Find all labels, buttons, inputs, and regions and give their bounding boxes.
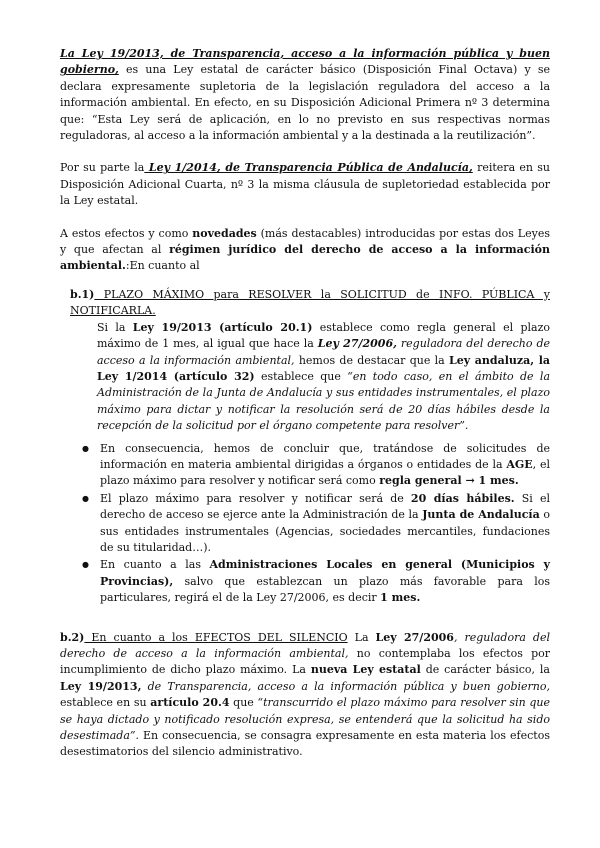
section-label-b2: b.2) <box>60 630 85 644</box>
text-run: La <box>347 630 376 644</box>
text-run: establece que <box>254 369 348 383</box>
bold-1-mes: 1 mes. <box>380 591 421 605</box>
intro-paragraph-text: es una Ley estatal de carácter básico (Disposición Final Octava) y se declara expresamente supletoria de la legislación reguladora del acceso a la información ambiental. En efecto, en su Disposición Adicional Primera nº 3 determina que: “Esta Ley será de aplicación, en lo no previsto en sus respectivas normas reguladoras, al acceso a la información ambiental y a la destinada a la reutilización”. <box>60 63 550 143</box>
section-b1-paragraph <box>97 320 550 435</box>
law-title-ley-19-2013: La Ley 19/2013, de Transparencia, acceso a la información pública y buen gobierno, <box>60 47 550 77</box>
italic-quote-20-dias: “en todo caso, en el ámbito de la Administración de la Junta de Andalucía y sus entidades instrumentales, el plazo máximo para dictar y notificar la resolución será de 20 días hábiles desde la recepción de la solicitud por el órgano competente para resolver”. <box>97 369 551 433</box>
law-title-ley-1-2014: Ley 1/2014, de Transparencia Pública de Andalucía, <box>144 161 473 175</box>
italic-ley-27-title: reguladora del derecho de acceso a la información ambiental, <box>97 337 551 367</box>
text-run: salvo que establezcan un plazo más favorable para los particulares, regirá el de la Ley 27/2006, es decir <box>100 574 550 605</box>
text-run: (más destacables) introducidas por estas dos Leyes y que afectan al <box>60 226 550 257</box>
bold-ley-19-2013: Ley 19/2013, <box>60 679 142 693</box>
bold-age: AGE <box>506 457 533 471</box>
section-b1-bullet-list <box>70 441 550 607</box>
paragraph-novedades <box>60 226 550 275</box>
text-run: , el plazo máximo para resolver y notificar será como <box>100 457 550 488</box>
bullet-item-administraciones-locales <box>100 557 550 606</box>
bold-ley-19-2013-art-20-1: Ley 19/2013 (artículo 20.1) <box>132 320 313 334</box>
text-run: establece como regla general el plazo máximo de 1 mes, al igual que hace la <box>97 320 551 351</box>
section-b2-paragraph <box>60 630 550 761</box>
paragraph-prefix: Por su parte la <box>60 161 145 175</box>
bold-ley-27-2006: Ley 27/2006 <box>375 630 454 644</box>
bold-regla-general: regla general → 1 mes. <box>379 474 519 488</box>
section-b2 <box>60 630 550 761</box>
bullet-item-junta-andalucia <box>100 491 550 557</box>
text-run: En cuanto a las <box>100 558 210 572</box>
bold-ley-27-2006: Ley 27/2006, <box>317 337 397 351</box>
bullet-item-age <box>100 441 550 490</box>
section-b1-heading <box>70 287 550 320</box>
paragraph-text: reitera en su Disposición Adicional Cuarta, nº 3 la misma cláusula de supletoriedad establecida por la Ley estatal. <box>60 161 551 208</box>
bold-novedades: novedades <box>192 226 257 240</box>
section-heading-b1: PLAZO MÁXIMO para RESOLVER la SOLICITUD de INFO. PÚBLICA y NOTIFICARLA. <box>70 287 550 318</box>
text-run: En consecuencia, se consagra expresamente en esta materia los efectos desestimatorios del silencio administrativo. <box>60 729 550 759</box>
text-run: de carácter básico, la <box>420 663 550 677</box>
text-run: A estos efectos y como <box>60 226 193 240</box>
bold-junta-andalucia: Junta de Andalucía <box>422 508 540 522</box>
text-run: que <box>229 696 258 710</box>
text-run: En consecuencia, hemos de concluir que, tratándose de solicitudes de información en materia ambiental dirigidas a órganos o entidades de la <box>100 441 550 471</box>
bold-articulo-20-4: artículo 20.4 <box>150 696 230 710</box>
bold-administraciones-locales: Administraciones Locales en general (Municipios y Provincias), <box>100 558 550 588</box>
bold-nueva-ley-estatal: nueva Ley estatal <box>310 663 421 677</box>
text-run: no contemplaba los efectos por incumplimiento de dicho plazo máximo. La <box>60 647 550 677</box>
intro-paragraph-ley-19-2013 <box>60 46 550 144</box>
italic-quote-silencio: “transcurrido el plazo máximo para resolver sin que se haya dictado y notificado resolución expresa, se entenderá que la solicitud ha sido desestimada”. <box>60 696 551 743</box>
text-run: hemos de destacar que la <box>294 353 449 367</box>
text-run: Si el derecho de acceso se ejerce ante la Administración de la <box>100 491 551 522</box>
paragraph-ley-1-2014 <box>60 160 550 209</box>
bold-regimen-juridico: régimen jurídico del derecho de acceso a la información ambiental. <box>60 243 550 273</box>
italic-ley-27-title: , reguladora del derecho de acceso a la información ambiental, <box>60 630 550 660</box>
section-label-b1: b.1) <box>70 287 95 301</box>
text-run: o sus entidades instrumentales (Agencias, sociedades mercantiles, fundaciones de su titularidad…). <box>100 508 550 554</box>
text-run: :En cuanto al <box>125 259 200 273</box>
section-b1 <box>70 287 550 607</box>
text-run: establece en su <box>60 696 151 710</box>
italic-ley-19-title: de Transparencia, acceso a la información pública y buen gobierno, <box>141 679 550 693</box>
section-heading-b2: En cuanto a los EFECTOS DEL SILENCIO <box>84 630 348 644</box>
text-run: Si la <box>97 320 133 334</box>
bold-ley-andaluza: Ley andaluza, la Ley 1/2014 (artículo 32) <box>97 353 551 383</box>
bold-20-dias-habiles: 20 días hábiles. <box>410 491 515 505</box>
text-run: El plazo máximo para resolver y notificar será de <box>100 491 411 505</box>
